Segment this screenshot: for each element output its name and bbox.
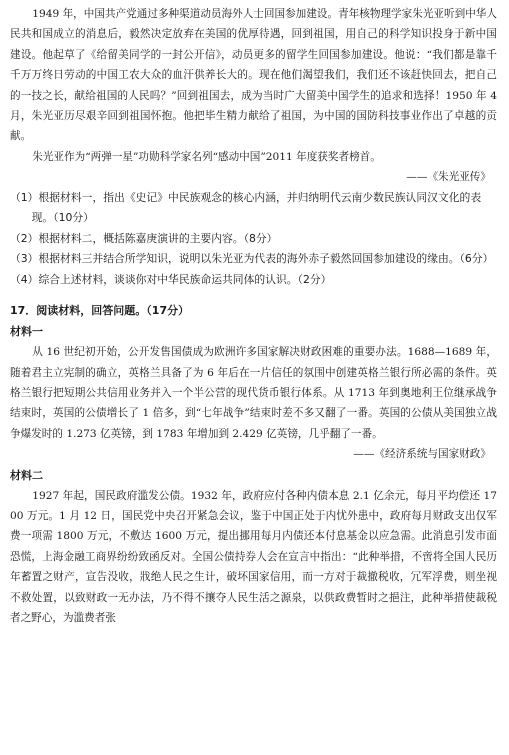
material-1-text: 从 16 世纪初开始，公开发售国债成为欧洲许多国家解决财政困难的重要办法。1688—1689 年，随着君主立宪制的确立，英格兰具备了为 6 年后在一片信任的氛围中创建英格兰银行所必需的条件。英格兰银行把短期公共信用业务并入一个半公营的现代货币银行体系。从 1713 年到奥地利王位继承战争结束时，英国的公债增长了 1 倍多，到“七年战争”结束时差不多又翻了一番。英国的公债从美国独立战争爆发时的 1.273 亿英镑，到 1783 年增加到 2.429 亿英镑，几乎翻了一番。 xyxy=(10,346,497,440)
question-item: （2）根据材料二，概括陈嘉庚演讲的主要内容。（8分） xyxy=(10,231,278,245)
question-17-heading: 17．阅读材料，回答问题。（17分） xyxy=(10,304,190,318)
material-3-block xyxy=(10,4,497,188)
question-item: （1）根据材料一，指出《史记》中民族观念的核心内涵，并归纳明代云南少数民族认同汉文化的表现。（10分） xyxy=(10,190,482,225)
material-1-source: ——《经济系统与国家财政》 xyxy=(353,448,491,461)
question-item: （4）综合上述材料，谈谈你对中华民族命运共同体的认识。（2分） xyxy=(10,272,332,286)
material-3-paragraph: 朱光亚作为“两弹一星”功勋科学家名列“感动中国”2011 年度获奖者榜首。 xyxy=(32,150,381,163)
material-2-text: 1927 年起，国民政府滥发公债。1932 年，政府应付各种内债本息 2.1 亿余元，每月平均偿还 1700 万元。1 月 12 日，国民党中央召开紧急会议，鉴于中国正处于内忧外患中，政府每月财政支出仅军费一项需 1800 万元，不敷达 1600 万元，提出挪用每月内债还本付息基金以应急需。此消息引发市面恐慌，上海金融工商界纷纷致函反对。全国公债持券人会在宣言中指出：“此种举措，不啻将全国人民历年蓄置之财产，宣告没收，戕绝人民之生计，破坏国家信用，而一方对于裁撤税收，冗军浮费，则坐视不救处置，以致财政一无办法，乃不得不攘夺人民生活之源泉，以供政费暂时之挹注，此种举措使裁税者之野心，为滥费者张 xyxy=(10,489,497,625)
question-item: （3）根据材料三并结合所学知识，说明以朱光亚为代表的海外赤子毅然回国参加建设的缘由。（6分） xyxy=(10,252,494,266)
question-16-list xyxy=(10,188,497,291)
material-1-label: 材料一 xyxy=(10,325,43,339)
material-3-source: ——《朱光亚传》 xyxy=(406,171,491,184)
material-3-paragraph: 1949 年，中国共产党通过多种渠道动员海外人士回国参加建设。青年核物理学家朱光亚听到中华人民共和国成立的消息后，毅然决定放弃在美国的优厚待遇，回到祖国，用自己的科学知识投身于新中国建设。他起草了《给留美同学的一封公开信》，动员更多的留学生回国参加建设。他说：“我们都是靠千千万万终日劳动的中国工农大众的血汗供养长大的。现在他们渴望我们，我们还不该赶快回去，把自己的一技之长，献给祖国的人民吗？”回到祖国去，成为当时广大留美中国学生的追求和选择！1950 年 4 月，朱光亚历尽艰辛回到祖国怀抱。他把毕生精力献给了祖国，为中国的国防科技事业作出了卓越的贡献。 xyxy=(10,8,497,143)
section-gap xyxy=(10,290,497,300)
material-2-label: 材料二 xyxy=(10,468,43,482)
question-17-block xyxy=(10,300,497,628)
